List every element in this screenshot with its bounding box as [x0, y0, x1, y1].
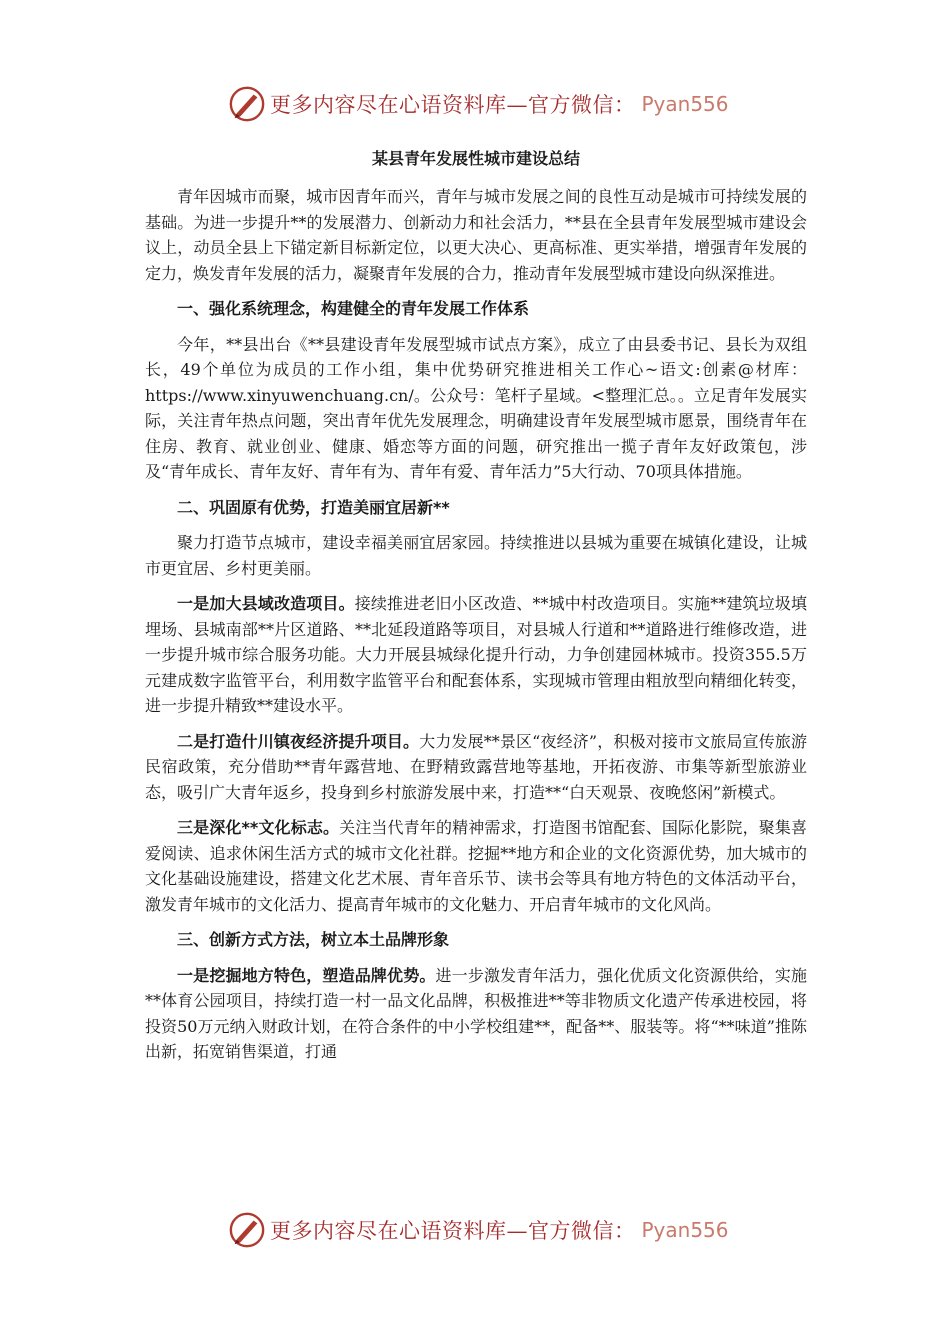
section-3-item-1: [145, 963, 807, 1065]
watermark-wechat-id: Pyan556: [641, 92, 729, 116]
document-title: 某县青年发展性城市建设总结: [371, 149, 580, 168]
item-body: 接续推进老旧小区改造、**城中村改造项目。实施**建筑垃圾填埋场、县城南部**片区道路、**北延段道路等项目，对县城人行道和**道路进行维修改造，进一步提升城市综合服务功能。大力开展县城绿化提升行动，力争创建园林城市。投资355.5万元建成数字监管平台，利用数字监管平台和配套体系，实现城市管理由粗放型向精细化转变，进一步提升精致**建设水平。: [145, 594, 807, 715]
section-2-item-1: [145, 591, 807, 719]
watermark-wechat-id: Pyan556: [641, 1218, 729, 1242]
section-2-heading: 二、巩固原有优势，打造美丽宜居新**: [177, 497, 450, 517]
item-lead: 三是深化**文化标志。: [177, 818, 340, 837]
section-2-item-2: [145, 729, 807, 806]
pen-logo-icon: [228, 85, 266, 123]
section-1-paragraph: 今年，**县出台《**县建设青年发展型城市试点方案》，成立了由县委书记、县长为双组长，49个单位为成员的工作小组，集中优势研究推进相关工作心~语文:创素@材库：https://www.xinyuwenchuang.cn/。公众号：笔杆子星域。<整理汇总。。立足青年发展实际，关注青年热点问题，突出青年优先发展理念，明确建设青年发展型城市愿景，围绕青年在住房、教育、就业创业、健康、婚恋等方面的问题，研究推出一揽子青年友好政策包，涉及“青年成长、青年友好、青年有为、青年有爱、青年活力”5大行动、70项具体措施。: [145, 334, 807, 481]
item-body: 关注当代青年的精神需求，打造图书馆配套、国际化影院，聚集喜爱阅读、追求休闲生活方式的城市文化社群。挖掘**地方和企业的文化资源优势，加大城市的文化基础设施建设，搭建文化艺术展、青年音乐节、读书会等具有地方特色的文体活动平台，激发青年城市的文化活力、提高青年城市的文化魅力、开启青年城市的文化风尚。: [145, 818, 807, 914]
watermark-text: 更多内容尽在心语资料库—官方微信：: [270, 93, 636, 117]
pen-logo-icon: [228, 1211, 266, 1249]
watermark-text: 更多内容尽在心语资料库—官方微信：: [270, 1219, 636, 1243]
item-lead: 二是打造什川镇夜经济提升项目。: [177, 731, 420, 751]
document-body: [145, 146, 807, 1075]
item-lead: 一是加大县域改造项目。: [177, 594, 355, 613]
watermark-header: [228, 84, 729, 124]
item-body: 进一步激发青年活力，强化优质文化资源供给，实施**体育公园项目，持续打造一村一品文化品牌，积极推进**等非物质文化遗产传承进校园，将投资50万元纳入财政计划，在符合条件的中小学校组建**，配备**、服装等。将“**味道”推陈出新，拓宽销售渠道，打通: [145, 965, 807, 1061]
section-2-paragraph: 聚力打造节点城市，建设幸福美丽宜居家园。持续推进以县城为重要在城镇化建设，让城市更宜居、乡村更美丽。: [145, 533, 807, 578]
item-lead: 一是挖掘地方特色，塑造品牌优势。: [177, 965, 436, 985]
watermark-footer: [228, 1210, 729, 1250]
item-body: 大力发展**景区“夜经济”，积极对接市文旅局宣传旅游民宿政策，充分借助**青年露营地、在野精致露营地等基地，开拓夜游、市集等新型旅游业态，吸引广大青年返乡，投身到乡村旅游发展中来，打造**“白天观景、夜晚悠闲”新模式。: [145, 731, 807, 802]
intro-paragraph: 青年因城市而聚，城市因青年而兴，青年与城市发展之间的良性互动是城市可持续发展的基础。为进一步提升**的发展潜力、创新动力和社会活力，**县在全县青年发展型城市建设会议上，动员全县上下锚定新目标新定位，以更大决心、更高标准、更实举措，增强青年发展的定力，焕发青年发展的活力，凝聚青年发展的合力，推动青年发展型城市建设向纵深推进。: [145, 187, 807, 283]
section-3-heading: 三、创新方式方法，树立本土品牌形象: [177, 930, 450, 949]
section-2-item-3: [145, 815, 807, 917]
section-1-heading: 一、强化系统理念，构建健全的青年发展工作体系: [177, 299, 530, 318]
